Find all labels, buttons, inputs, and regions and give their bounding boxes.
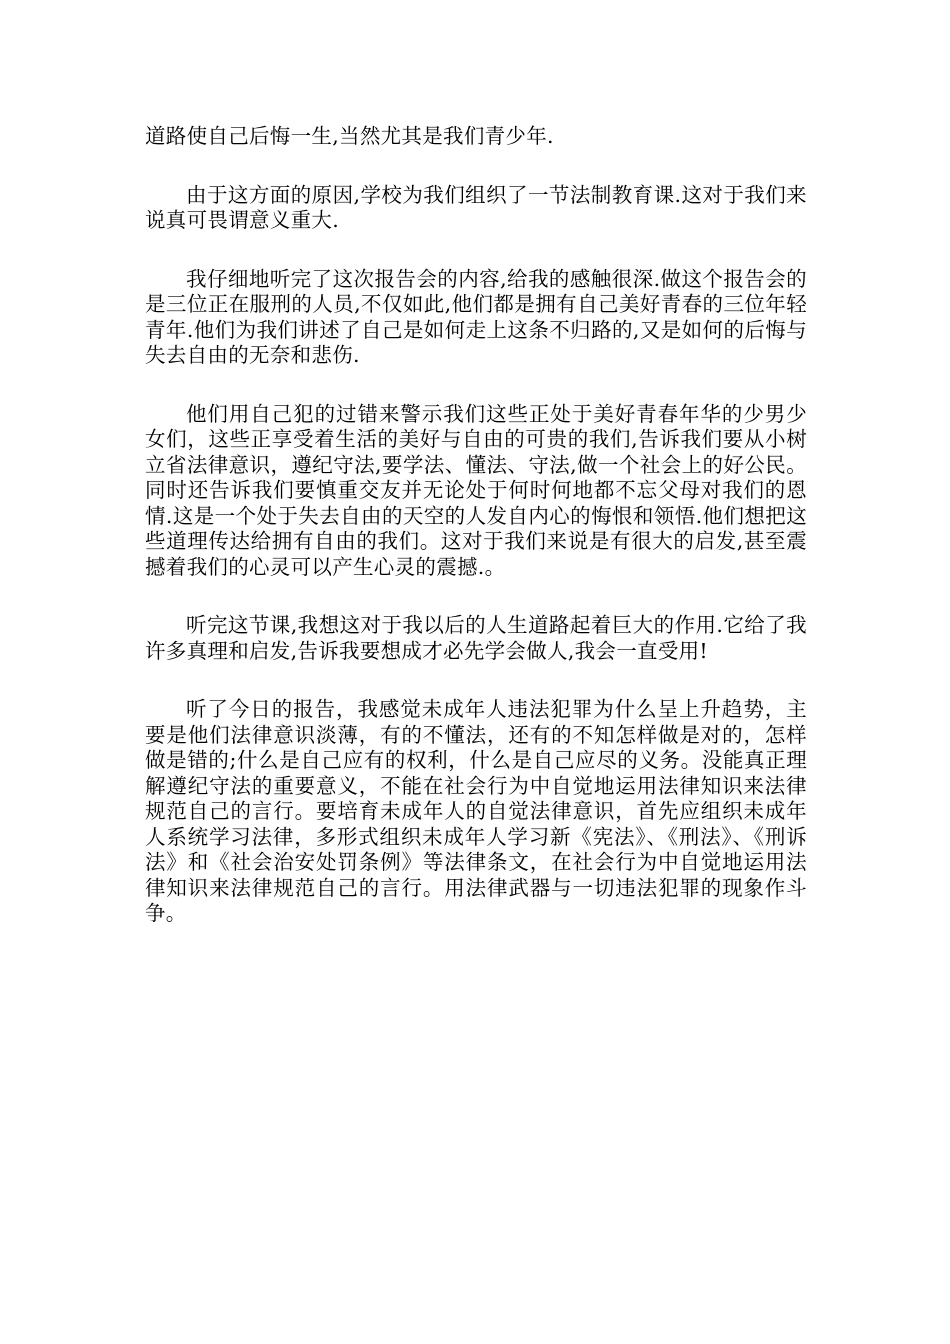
paragraph-5: 听完这节课,我想这对于我以后的人生道路起着巨大的作用.它给了我许多真理和启发,告诉我要想成才必先学会做人,我会一直受用!	[145, 613, 807, 663]
paragraph-2: 由于这方面的原因,学校为我们组织了一节法制教育课.这对于我们来说真可畏谓意义重大.	[145, 182, 807, 232]
paragraph-4: 他们用自己犯的过错来警示我们这些正处于美好青春年华的少男少女们，这些正享受着生活的美好与自由的可贵的我们,告诉我们要从小树立省法律意识，遵纪守法,要学法、懂法、守法,做一个社会上的好公民。同时还告诉我们要慎重交友并无论处于何时何地都不忘父母对我们的恩情.这是一个处于失去自由的天空的人发自内心的悔恨和领悟.他们想把这些道理传达给拥有自由的我们。这对于我们来说是有很大的启发,甚至震撼着我们的心灵可以产生心灵的震撼.。	[145, 401, 807, 579]
paragraph-3: 我仔细地听完了这次报告会的内容,给我的感触很深.做这个报告会的是三位正在服刑的人员,不仅如此,他们都是拥有自己美好青春的三位年轻青年.他们为我们讲述了自己是如何走上这条不归路的,又是如何的后悔与失去自由的无奈和悲伤.	[145, 266, 807, 367]
paragraph-6: 听了今日的报告，我感觉未成年人违法犯罪为什么呈上升趋势，主要是他们法律意识淡薄，有的不懂法，还有的不知怎样做是对的，怎样做是错的;什么是自己应有的权利，什么是自己应尽的义务。没能真正理解遵纪守法的重要意义，不能在社会行为中自觉地运用法律知识来法律规范自己的言行。要培育未成年人的自觉法律意识，首先应组织未成年人系统学习法律，多形式组织未成年人学习新《宪法》、《刑法》、《刑诉法》和《社会治安处罚条例》等法律条文，在社会行为中自觉地运用法律知识来法律规范自己的言行。用法律武器与一切违法犯罪的现象作斗争。	[145, 697, 807, 925]
paragraph-1: 道路使自己后悔一生,当然尤其是我们青少年.	[145, 124, 554, 148]
document-page	[145, 124, 807, 960]
